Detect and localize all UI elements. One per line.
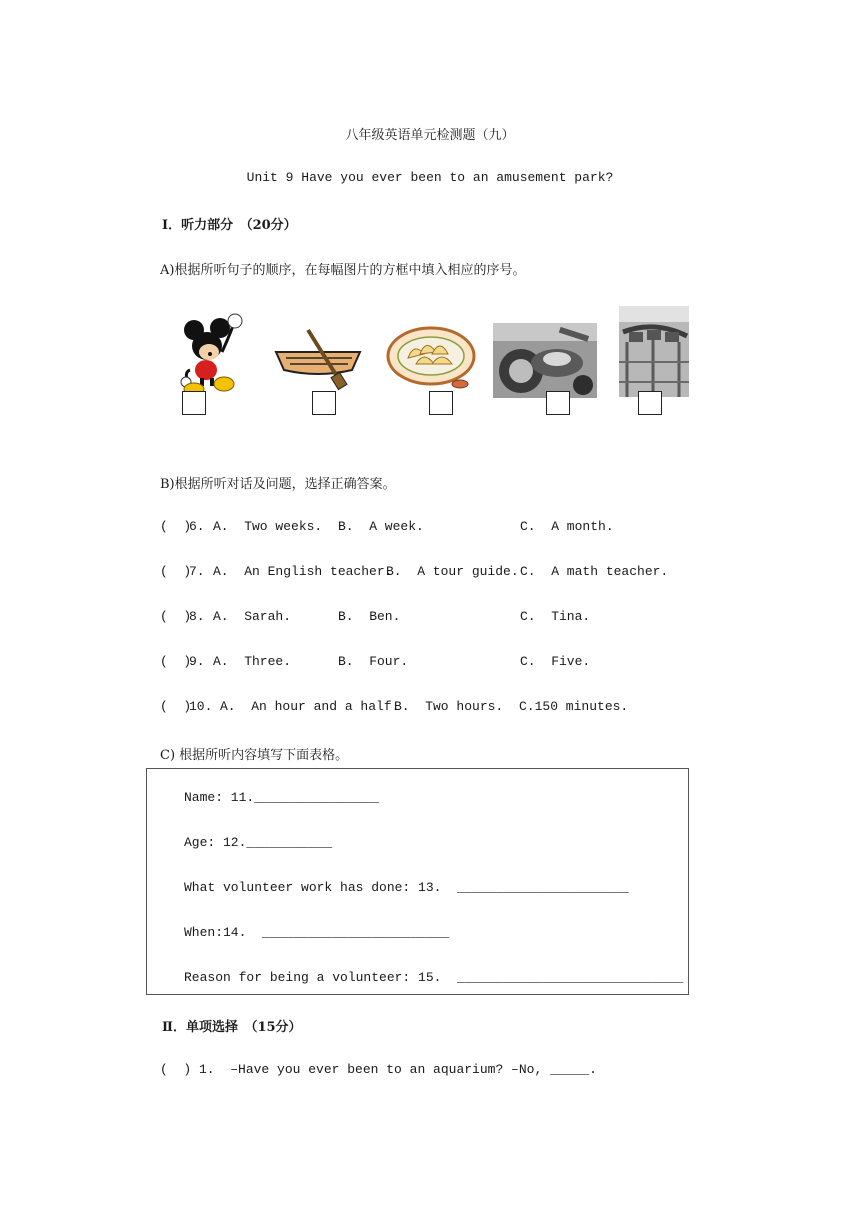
page-title: 八年级英语单元检测题（九）: [345, 128, 515, 143]
motorcycle-photo: [493, 323, 597, 398]
question-paren[interactable]: ( ): [160, 519, 192, 534]
option-a: A. Three.: [213, 654, 292, 669]
fill-in-line-age[interactable]: Age: 12.___________: [184, 835, 333, 850]
option-c: C. A math teacher.: [520, 564, 669, 579]
dumplings-plate-picture: [386, 324, 478, 390]
picture-answer-box[interactable]: [546, 391, 570, 415]
mickey-mouse-picture: [160, 312, 250, 396]
picture-answer-box[interactable]: [638, 391, 662, 415]
option-a: A. Sarah.: [213, 609, 292, 624]
section-2-heading: Ⅱ．单项选择 （15分）: [162, 1020, 302, 1035]
picture-answer-box[interactable]: [429, 391, 453, 415]
roller-coaster-photo: [619, 306, 689, 397]
page-subtitle: Unit 9 Have you ever been to an amusement park?: [246, 170, 614, 185]
option-a: A. Two weeks.: [213, 519, 323, 534]
option-a: A. An English teacher.: [213, 564, 393, 579]
option-c: C.150 minutes.: [519, 699, 629, 714]
part-b-instruction: B)根据所听对话及问题，选择正确答案。: [160, 477, 396, 492]
question-number: 6.: [189, 519, 205, 534]
fill-in-line-when[interactable]: When:14. ________________________: [184, 925, 450, 940]
option-c: C. A month.: [520, 519, 614, 534]
option-b: B. Four.: [338, 654, 409, 669]
part-c-instruction: C) 根据所听内容填写下面表格。: [160, 748, 349, 763]
fill-in-line-volunteer-work[interactable]: What volunteer work has done: 13. ______________________: [184, 880, 629, 895]
option-b: B. Two hours.: [394, 699, 504, 714]
question-number: 8.: [189, 609, 205, 624]
option-c: C. Tina.: [520, 609, 591, 624]
question-number: 9.: [189, 654, 205, 669]
question-number: 7.: [189, 564, 205, 579]
question-paren[interactable]: ( ): [160, 564, 192, 579]
question-paren[interactable]: ( ): [160, 699, 192, 714]
option-b: B. Ben.: [338, 609, 401, 624]
option-c: C. Five.: [520, 654, 591, 669]
question-number: 10.: [189, 699, 213, 714]
question-paren[interactable]: ( ): [160, 654, 192, 669]
option-a: A. An hour and a half.: [220, 699, 400, 714]
option-b: B. A week.: [338, 519, 424, 534]
fill-in-line-reason[interactable]: Reason for being a volunteer: 15. _____________________________: [184, 970, 684, 985]
option-b: B. A tour guide.: [386, 564, 519, 579]
picture-answer-box[interactable]: [182, 391, 206, 415]
mc-question-1[interactable]: ( ) 1. –Have you ever been to an aquarium? –No, _____.: [160, 1062, 597, 1077]
section-1-heading: Ⅰ．听力部分 （20分）: [162, 218, 297, 233]
picture-answer-box[interactable]: [312, 391, 336, 415]
fill-in-line-name[interactable]: Name: 11.________________: [184, 790, 380, 805]
boat-picture: [272, 326, 364, 392]
part-a-instruction: A)根据所听句子的顺序，在每幅图片的方框中填入相应的序号。: [160, 263, 526, 278]
question-paren[interactable]: ( ): [160, 609, 192, 624]
